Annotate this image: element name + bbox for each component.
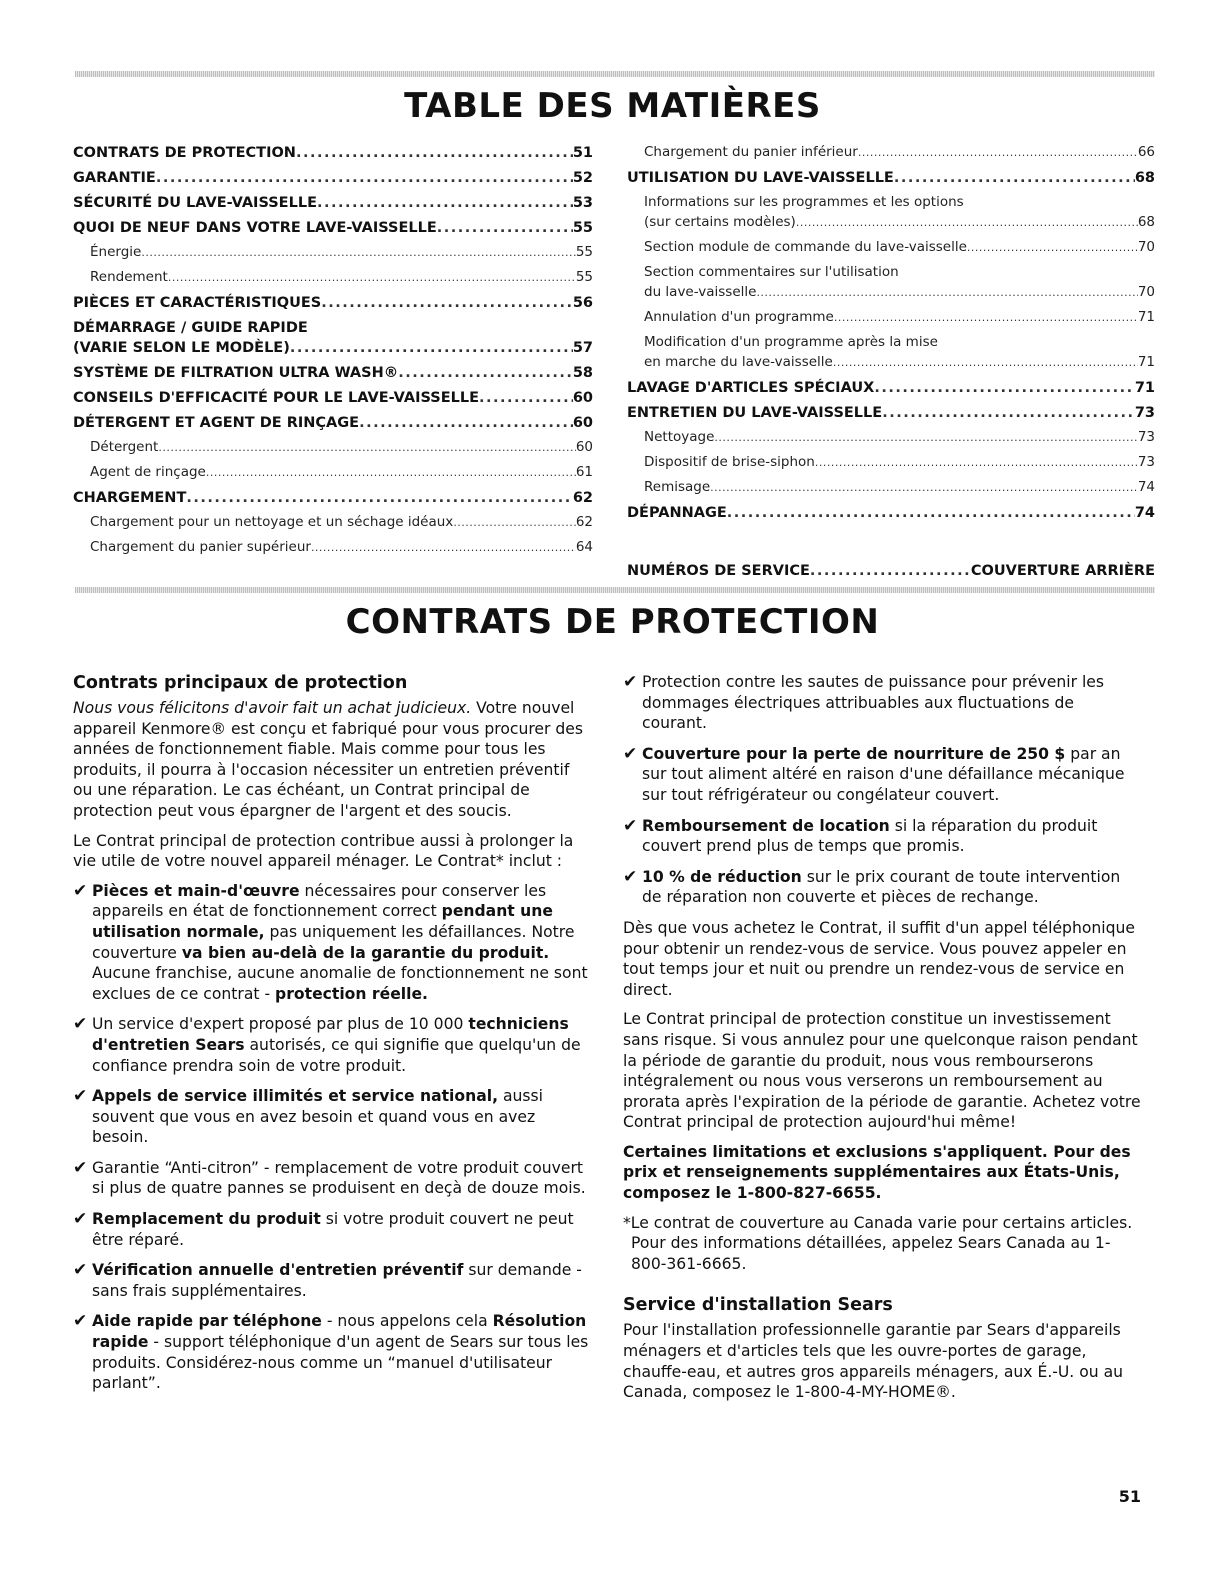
benefit-list-left <box>73 881 593 1394</box>
toc-entry-label: SYSTÈME DE FILTRATION ULTRA WASH® <box>73 365 399 381</box>
toc-entry-label: du lave-vaisselle <box>644 284 757 300</box>
toc-entry <box>627 192 1155 233</box>
toc-entry-label: Énergie <box>90 244 142 260</box>
toc-entry-label: Rendement <box>90 269 168 285</box>
top-rule <box>75 71 1155 77</box>
contracts-subtitle: Contrats principaux de protection <box>73 673 408 693</box>
toc-entry <box>73 143 593 163</box>
toc-line <box>73 413 593 433</box>
toc-entry <box>627 403 1155 423</box>
toc-entry-label: UTILISATION DU LAVE-VAISSELLE <box>627 170 894 186</box>
benefit-text-part: si la réparation du produit couvert prend plus de temps que promis. <box>642 816 1098 856</box>
toc-entry-label: LAVAGE D'ARTICLES SPÉCIAUX <box>627 380 875 396</box>
toc-entry-page: 53 <box>572 195 593 211</box>
intro-italic: Nous vous félicitons d'avoir fait un achat judicieux. <box>73 699 472 717</box>
toc-entry-page: COUVERTURE ARRIÈRE <box>970 563 1155 579</box>
benefit-list-right <box>623 672 1143 908</box>
benefit-item <box>623 672 1143 734</box>
benefit-text-part: par an sur tout aliment altéré en raison d'une défaillance mécanique sur tout réfrigérateur ou congélateur couvert. <box>642 744 1125 804</box>
toc-leader-dots <box>810 561 971 581</box>
toc-line <box>644 427 1155 448</box>
toc-entry <box>627 332 1155 373</box>
toc-entry-page: 55 <box>575 244 593 260</box>
benefit-text <box>92 1086 593 1148</box>
toc-line <box>644 237 1155 258</box>
toc-entry-page: 73 <box>1137 454 1155 470</box>
toc-entry-page: 55 <box>572 220 593 236</box>
benefit-text-part: va bien au-delà de la garantie du produit. <box>181 943 550 962</box>
toc-entry-page: 64 <box>575 539 593 555</box>
toc-entry-page: 62 <box>575 514 593 530</box>
checkmark-icon: ✔ <box>73 880 88 901</box>
toc-entry-page: 71 <box>1134 380 1155 396</box>
toc-entry <box>73 363 593 383</box>
benefit-text-part: 10 % de réduction <box>642 867 802 886</box>
toc-entry-label: ENTRETIEN DU LAVE-VAISSELLE <box>627 405 883 421</box>
benefit-text <box>92 1209 593 1250</box>
toc-line <box>644 142 1155 163</box>
toc-service-entry <box>627 561 1155 581</box>
toc-entry-label: GARANTIE <box>73 170 156 186</box>
install-service-text: Pour l'installation professionnelle garantie par Sears d'appareils ménagers et d'articles tels que les ouvre-portes de garage, chauffe-eau, et autres gros appareils ménagers, aux É.-U. ou au Canada, composez le 1-800-4-MY-HOME®. <box>623 1321 1124 1402</box>
benefit-text-part: protection réelle. <box>275 984 428 1003</box>
checkmark-icon: ✔ <box>623 866 638 887</box>
toc-leader-dots <box>874 378 1135 398</box>
risk-free-paragraph: Le Contrat principal de protection constitue un investissement sans risque. Si vous annulez pour une quelconque raison pendant la période de garantie du produit, nous vous rembourserons intégralement ou nous vous verserons un remboursement au prorata après l'expiration de la période de garantie. Achetez votre Contrat principal de protection aujourd'hui même! <box>623 1010 1141 1132</box>
benefit-text <box>642 744 1143 806</box>
toc-entry <box>627 452 1155 473</box>
benefit-text-part: Aucune franchise, aucune anomalie de fonctionnement ne sont exclues de ce contrat - <box>92 964 588 1003</box>
toc-entry-page: 60 <box>572 390 593 406</box>
toc-entry-page: 66 <box>1137 144 1155 160</box>
toc-entry <box>627 237 1155 258</box>
toc-entry <box>627 307 1155 328</box>
benefit-item <box>73 1014 593 1076</box>
toc-entry-label: SÉCURITÉ DU LAVE-VAISSELLE <box>73 195 317 211</box>
toc-entry-page: 51 <box>572 145 593 161</box>
toc-leader-dots <box>710 477 1138 498</box>
toc-leader-dots <box>834 307 1138 328</box>
middle-rule <box>75 587 1155 593</box>
checkmark-icon: ✔ <box>73 1311 88 1332</box>
toc-leader-dots <box>815 452 1138 473</box>
toc-entry-label: Chargement pour un nettoyage et un séchage idéaux <box>90 514 454 530</box>
benefit-text-part: sur le prix courant de toute intervention de réparation non couverte et pièces de rechange. <box>642 867 1121 907</box>
toc-entry-label: QUOI DE NEUF DANS VOTRE LAVE-VAISSELLE <box>73 220 437 236</box>
toc-entry-page: 68 <box>1137 214 1155 230</box>
toc-entry-label: PIÈCES ET CARACTÉRISTIQUES <box>73 295 322 311</box>
toc-line <box>73 193 593 213</box>
checkmark-icon: ✔ <box>623 743 638 764</box>
toc-entry-page: 58 <box>572 365 593 381</box>
checkmark-icon: ✔ <box>73 1209 88 1230</box>
toc-leader-dots <box>967 237 1138 258</box>
toc-entry <box>627 378 1155 398</box>
toc-leader-dots <box>311 537 576 558</box>
canada-footnote: *Le contrat de couverture au Canada varie pour certains articles. Pour des informations détaillées, appelez Sears Canada au 1-800-361-6665. <box>623 1213 1133 1273</box>
toc-leader-dots <box>206 462 576 483</box>
toc-entry <box>627 168 1155 188</box>
toc-leader-dots <box>398 363 573 383</box>
toc-line <box>644 307 1155 328</box>
intro-paragraph <box>73 698 593 822</box>
benefit-text <box>92 881 593 1005</box>
checkmark-icon: ✔ <box>73 1086 88 1107</box>
benefit-text-part: - support téléphonique d'un agent de Sears sur tous les produits. Considérez-nous comme un “manuel d'utilisateur parlant”. <box>92 1333 589 1393</box>
checkmark-icon: ✔ <box>623 672 638 692</box>
toc-leader-dots <box>141 242 575 263</box>
toc-leader-dots <box>714 427 1137 448</box>
benefit-text-part: Couverture pour la perte de nourriture de 250 $ <box>642 744 1066 763</box>
benefit-text-part: autorisés, ce qui signifie que quelqu'un de confiance prendra soin de votre produit. <box>92 1035 581 1075</box>
benefit-text-part: Aide rapide par téléphone <box>92 1312 322 1331</box>
toc-leader-dots <box>756 282 1137 303</box>
toc-line <box>73 143 593 163</box>
toc-entry-page: 74 <box>1134 505 1155 521</box>
toc-entry-label: NUMÉROS DE SERVICE <box>627 563 810 579</box>
toc-line <box>90 267 593 288</box>
benefit-text-part: techniciens d'entretien Sears <box>92 1015 569 1054</box>
benefit-item <box>73 881 593 1005</box>
toc-entry-label-line1: Modification d'un programme après la mise <box>644 334 938 350</box>
toc-entry-page: 55 <box>575 269 593 285</box>
toc-leader-dots <box>882 403 1135 423</box>
benefit-item <box>73 1311 593 1393</box>
toc-entry-page: 60 <box>572 415 593 431</box>
toc-leader-dots <box>727 503 1135 523</box>
toc-line <box>627 403 1155 423</box>
toc-leader-dots <box>479 388 573 408</box>
toc-entry <box>627 262 1155 303</box>
toc-entry-page: 56 <box>572 295 593 311</box>
toc-line <box>90 437 593 458</box>
toc-entry-label: CHARGEMENT <box>73 490 187 506</box>
benefit-item <box>73 1260 593 1301</box>
benefit-text <box>92 1260 593 1301</box>
benefit-text <box>92 1311 593 1393</box>
benefit-item <box>623 744 1143 806</box>
toc-line <box>73 488 593 508</box>
benefit-text-part: Résolution rapide <box>92 1312 587 1352</box>
benefit-text-part: Un service d'expert proposé par plus de 10 000 <box>92 1015 469 1034</box>
limitations-paragraph: Certaines limitations et exclusions s'appliquent. Pour des prix et renseignements supplémentaires aux États-Unis, composez le 1-800-827-6655. <box>623 1142 1131 1203</box>
toc-entry-page: 62 <box>572 490 593 506</box>
toc-entry <box>73 293 593 313</box>
toc-line <box>73 363 593 383</box>
page-number: 51 <box>1118 1487 1141 1506</box>
toc-entry-label: CONTRATS DE PROTECTION <box>73 145 296 161</box>
toc-entry-page: 61 <box>575 464 593 480</box>
contracts-right-column <box>623 672 1143 1412</box>
toc-entry <box>73 437 593 458</box>
toc-entry <box>73 488 593 508</box>
toc-entry-label: Section module de commande du lave-vaisselle <box>644 239 967 255</box>
toc-entry-page: 52 <box>572 170 593 186</box>
toc-entry-label: CONSEILS D'EFFICACITÉ POUR LE LAVE-VAISSELLE <box>73 390 479 406</box>
toc-entry-page: 71 <box>1137 309 1155 325</box>
benefit-text-part: Vérification annuelle d'entretien préventif <box>92 1261 464 1280</box>
toc-line <box>73 338 593 358</box>
toc-title: TABLE DES MATIÈRES <box>404 86 821 126</box>
benefit-text-part: Protection contre les sautes de puissance pour prévenir les dommages électriques attribuables aux fluctuations de courant. <box>642 673 1105 733</box>
benefit-item <box>73 1158 593 1199</box>
benefit-text-part: pendant une utilisation normale, <box>92 902 553 941</box>
toc-entry <box>73 168 593 188</box>
toc-entry <box>627 427 1155 448</box>
benefit-text-part: Appels de service illimités et service national, <box>92 1087 499 1106</box>
toc-entry-label: Détergent <box>90 439 159 455</box>
toc-line <box>90 512 593 533</box>
toc-entry-page: 70 <box>1137 239 1155 255</box>
toc-line <box>73 293 593 313</box>
toc-entry-label: (sur certains modèles) <box>644 214 796 230</box>
toc-entry-label: Dispositif de brise-siphon <box>644 454 815 470</box>
toc-line <box>627 378 1155 398</box>
benefit-text <box>642 672 1143 734</box>
toc-entry <box>73 318 593 358</box>
toc-entry-page: 73 <box>1134 405 1155 421</box>
toc-leader-dots <box>317 193 573 213</box>
toc-line <box>73 218 593 238</box>
toc-entry-page: 70 <box>1137 284 1155 300</box>
benefit-text-part: Garantie “Anti-citron” - remplacement de votre produit couvert si plus de quatre pannes se produisent en deçà de douze mois. <box>92 1158 586 1198</box>
toc-entry-label-line1: Section commentaires sur l'utilisation <box>644 264 899 280</box>
benefit-text <box>92 1014 593 1076</box>
benefit-text <box>642 816 1143 857</box>
toc-entry <box>73 218 593 238</box>
toc-entry <box>73 413 593 433</box>
toc-entry-page: 68 <box>1134 170 1155 186</box>
benefit-text <box>642 867 1143 908</box>
benefit-text-part: nécessaires pour conserver les appareils en état de fonctionnement correct <box>92 881 547 921</box>
toc-entry-label: (VARIE SELON LE MODÈLE) <box>73 340 290 356</box>
toc-entry-page: 60 <box>575 439 593 455</box>
checkmark-icon: ✔ <box>73 1014 88 1035</box>
toc-entry <box>627 503 1155 523</box>
toc-line <box>627 168 1155 188</box>
benefit-text-part: - nous appelons cela <box>321 1312 493 1331</box>
toc-entry-label: Agent de rinçage <box>90 464 206 480</box>
benefit-item <box>73 1209 593 1250</box>
toc-line <box>90 462 593 483</box>
checkmark-icon: ✔ <box>623 815 638 836</box>
toc-leader-dots <box>796 212 1138 233</box>
toc-leader-dots <box>168 267 576 288</box>
toc-line <box>73 388 593 408</box>
toc-entry <box>627 142 1155 163</box>
toc-entry-label: Chargement du panier supérieur <box>90 539 311 555</box>
toc-entry-label: Annulation d'un programme <box>644 309 834 325</box>
toc-entry-label: Chargement du panier inférieur <box>644 144 858 160</box>
toc-entry <box>73 462 593 483</box>
contract-includes-paragraph: Le Contrat principal de protection contribue aussi à prolonger la vie utile de votre nouvel appareil ménager. Le Contrat* inclut : <box>73 831 574 871</box>
benefit-text-part: aussi souvent que vous en avez besoin et quand vous en avez besoin. <box>92 1087 543 1147</box>
toc-entry <box>73 512 593 533</box>
toc-leader-dots <box>290 338 573 358</box>
toc-entry-label: Remisage <box>644 479 711 495</box>
toc-leader-dots <box>894 168 1135 188</box>
toc-entry-page: 57 <box>572 340 593 356</box>
toc-leader-dots <box>156 168 573 188</box>
toc-entry-page: 73 <box>1137 429 1155 445</box>
checkmark-icon: ✔ <box>73 1260 88 1281</box>
appointment-paragraph: Dès que vous achetez le Contrat, il suffit d'un appel téléphonique pour obtenir un rendez-vous de service. Vous pouvez appeler en tout temps jour et nuit ou prendre un rendez-vous de service en direct. <box>623 918 1135 999</box>
benefit-item <box>623 816 1143 857</box>
toc-leader-dots <box>858 142 1138 163</box>
contracts-left-column <box>73 672 593 1404</box>
benefit-text-part: Remboursement de location <box>642 816 890 835</box>
benefit-item <box>623 867 1143 908</box>
toc-entry <box>627 477 1155 498</box>
toc-leader-dots <box>833 352 1138 373</box>
toc-entry <box>73 537 593 558</box>
toc-line <box>627 561 1155 581</box>
toc-leader-dots <box>158 437 575 458</box>
toc-leader-dots <box>453 512 576 533</box>
toc-line <box>73 168 593 188</box>
benefit-item <box>73 1086 593 1148</box>
toc-left-column <box>73 138 593 558</box>
benefit-text-part: pas uniquement les défaillances. Notre couverture <box>92 922 575 962</box>
toc-entry-label: Nettoyage <box>644 429 715 445</box>
toc-leader-dots <box>359 413 573 433</box>
toc-right-column <box>627 138 1155 581</box>
toc-leader-dots <box>321 293 573 313</box>
toc-line <box>90 537 593 558</box>
toc-leader-dots <box>437 218 573 238</box>
toc-entry-page: 71 <box>1137 354 1155 370</box>
toc-entry <box>73 242 593 263</box>
toc-line <box>627 503 1155 523</box>
contracts-title: CONTRATS DE PROTECTION <box>345 602 880 642</box>
toc-leader-dots <box>186 488 572 508</box>
intro-rest: Votre nouvel appareil Kenmore® est conçu et fabriqué pour vous procurer des années de fonctionnement fiable. Mais comme pour tous les produits, il pourra à l'occasion nécessiter un entretien préventif ou une réparation. Le cas échéant, un Contrat principal de protection peut vous épargner de l'argent et des soucis. <box>73 699 583 820</box>
toc-line <box>644 477 1155 498</box>
toc-entry <box>73 193 593 213</box>
checkmark-icon: ✔ <box>73 1157 88 1178</box>
benefit-text <box>92 1158 593 1199</box>
benefit-text-part: sur demande - sans frais supplémentaires. <box>92 1261 582 1300</box>
toc-entry-label: DÉPANNAGE <box>627 505 727 521</box>
benefit-text-part: Pièces et main-d'œuvre <box>92 881 300 900</box>
benefit-text-part: si votre produit couvert ne peut être réparé. <box>92 1210 574 1249</box>
toc-line <box>90 242 593 263</box>
toc-line <box>644 352 1155 373</box>
install-service-title: Service d'installation Sears <box>623 1295 893 1316</box>
toc-entry-label: en marche du lave-vaisselle <box>644 354 833 370</box>
toc-entry <box>73 267 593 288</box>
toc-entry <box>73 388 593 408</box>
toc-leader-dots <box>296 143 573 163</box>
toc-entry-label: DÉTERGENT ET AGENT DE RINÇAGE <box>73 415 360 431</box>
benefit-text-part: Remplacement du produit <box>92 1210 321 1229</box>
toc-entry-label-line1: DÉMARRAGE / GUIDE RAPIDE <box>73 320 308 336</box>
toc-entry-page: 74 <box>1137 479 1155 495</box>
toc-line <box>644 452 1155 473</box>
toc-line <box>644 282 1155 303</box>
toc-entry-label-line1: Informations sur les programmes et les options <box>644 194 964 210</box>
toc-line <box>644 212 1155 233</box>
